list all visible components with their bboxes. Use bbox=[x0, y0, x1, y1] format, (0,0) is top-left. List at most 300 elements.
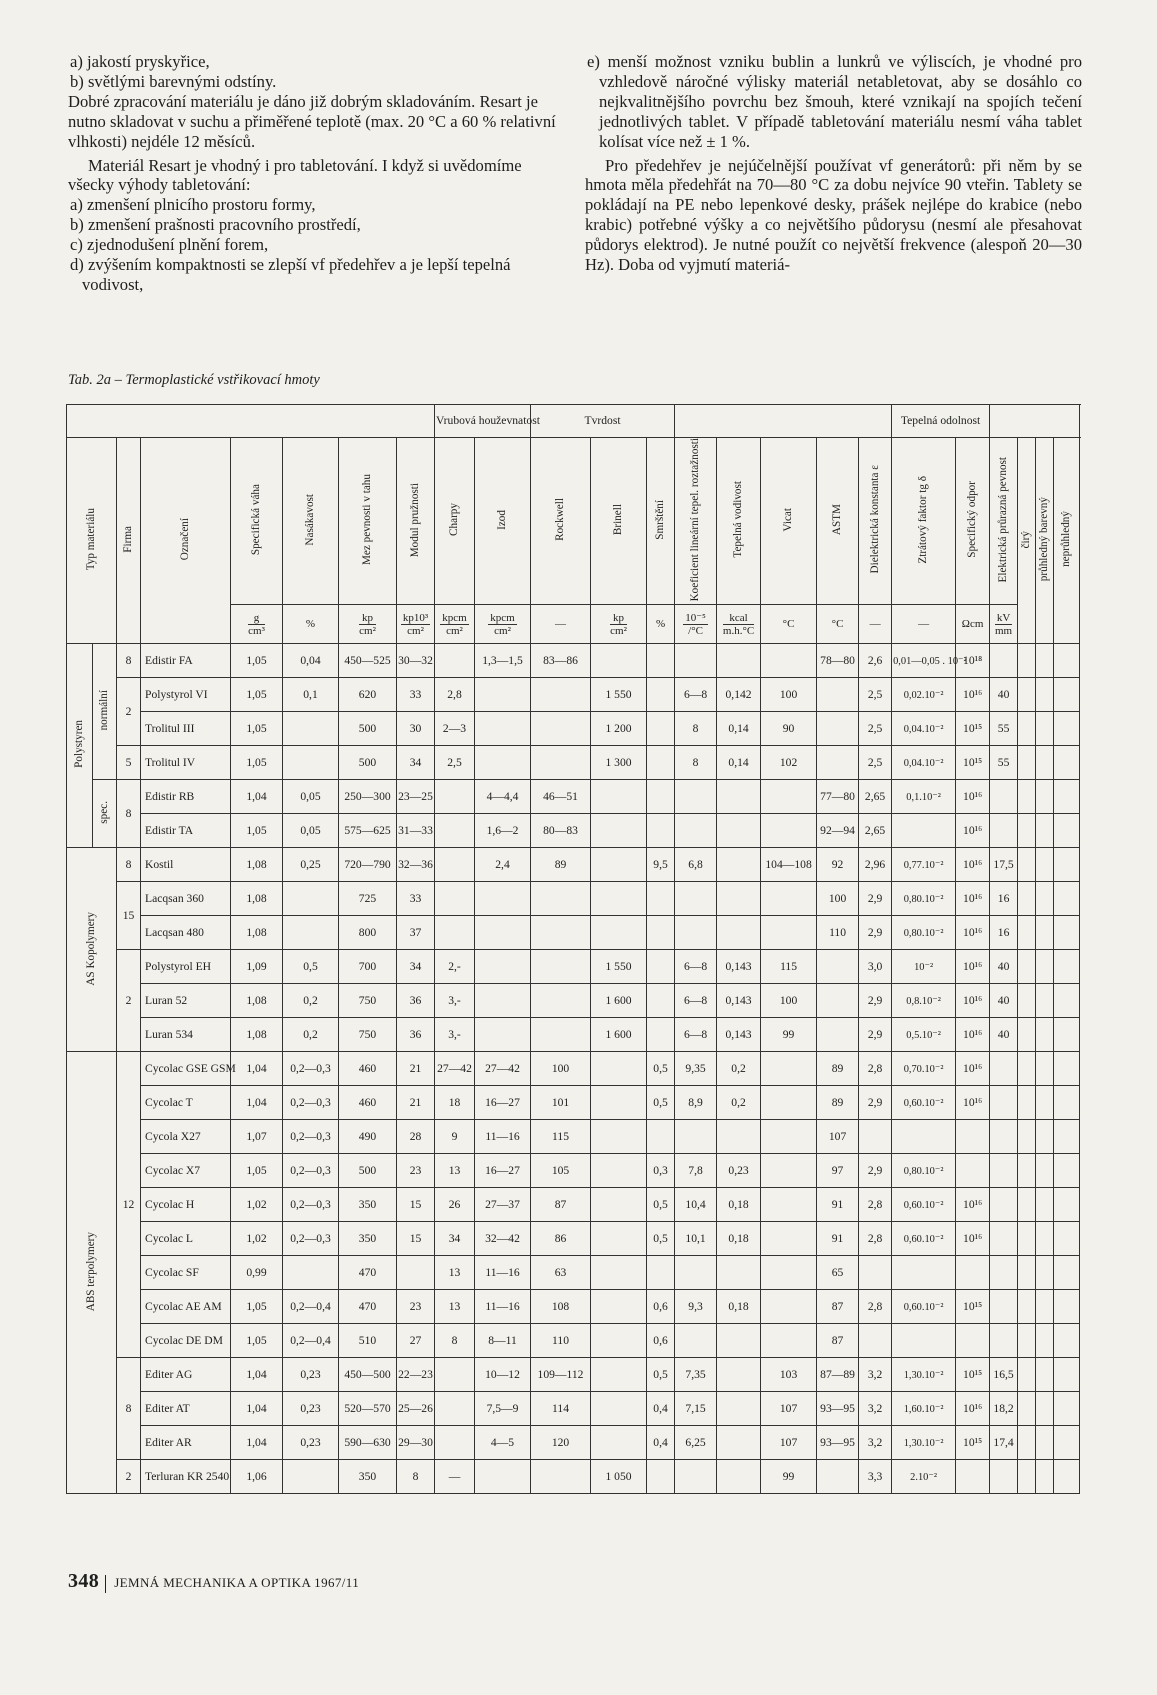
value-cell: 8—11 bbox=[475, 1324, 531, 1358]
header-cell bbox=[675, 438, 717, 605]
value-cell: 89 bbox=[817, 1086, 859, 1120]
properties-table bbox=[66, 404, 1080, 1494]
value-cell: 0,25 bbox=[283, 848, 339, 882]
value-cell: 8 bbox=[675, 712, 717, 746]
value-cell bbox=[859, 1324, 892, 1358]
value-cell bbox=[1036, 882, 1054, 916]
material-name: Luran 52 bbox=[141, 984, 231, 1018]
value-cell bbox=[531, 712, 591, 746]
column-label: Modul pružnosti bbox=[409, 482, 421, 557]
value-cell: 92—94 bbox=[817, 814, 859, 848]
value-cell bbox=[1018, 1120, 1036, 1154]
value-cell: 620 bbox=[339, 678, 397, 712]
unit-cell bbox=[435, 605, 475, 644]
value-cell: 13 bbox=[435, 1154, 475, 1188]
material-name: Editer AG bbox=[141, 1358, 231, 1392]
value-cell: 10¹⁶ bbox=[956, 984, 990, 1018]
value-cell bbox=[1036, 780, 1054, 814]
paragraph: b) světlými barevnými odstíny. bbox=[70, 71, 277, 91]
value-cell: 27—42 bbox=[475, 1052, 531, 1086]
value-cell: 0,2—0,3 bbox=[283, 1222, 339, 1256]
value-cell: 0,14 bbox=[717, 712, 761, 746]
value-cell: 7,35 bbox=[675, 1358, 717, 1392]
value-cell bbox=[761, 1324, 817, 1358]
value-cell bbox=[1036, 1052, 1054, 1086]
value-cell bbox=[675, 1324, 717, 1358]
value-cell bbox=[817, 984, 859, 1018]
material-name: Editer AR bbox=[141, 1426, 231, 1460]
column-label: Označení bbox=[179, 518, 191, 561]
value-cell bbox=[990, 1154, 1018, 1188]
value-cell: 34 bbox=[397, 950, 435, 984]
header-group: Tvrdost bbox=[531, 405, 675, 438]
type-cell bbox=[67, 848, 117, 1052]
value-cell bbox=[1036, 950, 1054, 984]
value-cell: 2,9 bbox=[859, 882, 892, 916]
value-cell bbox=[435, 780, 475, 814]
value-cell bbox=[647, 1018, 675, 1052]
value-cell: 350 bbox=[339, 1222, 397, 1256]
material-name: Terluran KR 2540 bbox=[141, 1460, 231, 1494]
value-cell bbox=[647, 1460, 675, 1494]
value-cell: 1 600 bbox=[591, 1018, 647, 1052]
value-cell: 8 bbox=[435, 1324, 475, 1358]
value-cell bbox=[1018, 1256, 1036, 1290]
value-cell bbox=[1054, 1358, 1080, 1392]
value-cell: 3,3 bbox=[859, 1460, 892, 1494]
value-cell bbox=[817, 1018, 859, 1052]
value-cell: 0,05 bbox=[283, 780, 339, 814]
unit-num: 10⁻⁵ bbox=[685, 611, 706, 624]
value-cell: 91 bbox=[817, 1222, 859, 1256]
value-cell: 100 bbox=[531, 1052, 591, 1086]
value-cell bbox=[1054, 746, 1080, 780]
table-row bbox=[67, 1256, 1080, 1290]
value-cell: 0,5 bbox=[647, 1086, 675, 1120]
value-cell: 1,05 bbox=[231, 814, 283, 848]
firm-cell: 2 bbox=[117, 1460, 141, 1494]
value-cell: 23 bbox=[397, 1290, 435, 1324]
value-cell bbox=[591, 1392, 647, 1426]
value-cell bbox=[1018, 780, 1036, 814]
value-cell: 6,8 bbox=[675, 848, 717, 882]
material-name: Lacqsan 480 bbox=[141, 916, 231, 950]
value-cell: 78—80 bbox=[817, 644, 859, 678]
value-cell bbox=[1036, 1018, 1054, 1052]
unit-num: kp10³ bbox=[402, 611, 429, 624]
value-cell: 2,96 bbox=[859, 848, 892, 882]
unit-fraction bbox=[359, 612, 376, 637]
value-cell: 0,04.10⁻² bbox=[892, 712, 956, 746]
table-row bbox=[67, 746, 1080, 780]
value-cell: 107 bbox=[817, 1120, 859, 1154]
value-cell bbox=[1036, 644, 1054, 678]
table-row bbox=[67, 1222, 1080, 1256]
value-cell: 2,9 bbox=[859, 1086, 892, 1120]
paragraph: d) zvýšením kompaktnosti se zlepší vf předehřev a je lepší tepelná vodivost, bbox=[70, 255, 511, 294]
value-cell: 0,60.10⁻² bbox=[892, 1290, 956, 1324]
value-cell: 114 bbox=[531, 1392, 591, 1426]
value-cell bbox=[717, 814, 761, 848]
value-cell: 0,2—0,4 bbox=[283, 1324, 339, 1358]
value-cell bbox=[675, 916, 717, 950]
header-cell bbox=[339, 438, 397, 605]
value-cell: 26 bbox=[435, 1188, 475, 1222]
value-cell: 0,14 bbox=[717, 746, 761, 780]
type-label: Polystyren bbox=[73, 720, 85, 769]
value-cell: 104—108 bbox=[761, 848, 817, 882]
value-cell bbox=[817, 712, 859, 746]
value-cell: 93—95 bbox=[817, 1392, 859, 1426]
value-cell: 10,1 bbox=[675, 1222, 717, 1256]
table-row bbox=[67, 882, 1080, 916]
value-cell: 86 bbox=[531, 1222, 591, 1256]
value-cell bbox=[1036, 814, 1054, 848]
paragraph: a) jakostí pryskyřice, bbox=[70, 52, 210, 71]
value-cell: 2,9 bbox=[859, 984, 892, 1018]
unit-fraction bbox=[683, 612, 708, 637]
value-cell bbox=[647, 678, 675, 712]
value-cell bbox=[1054, 780, 1080, 814]
value-cell: 0,60.10⁻² bbox=[892, 1188, 956, 1222]
value-cell: 1,08 bbox=[231, 916, 283, 950]
unit-text: % bbox=[305, 618, 316, 631]
header-cell bbox=[117, 438, 141, 644]
value-cell: 450—525 bbox=[339, 644, 397, 678]
value-cell bbox=[475, 712, 531, 746]
material-name: Trolitul IV bbox=[141, 746, 231, 780]
unit-cell bbox=[339, 605, 397, 644]
value-cell bbox=[1018, 644, 1036, 678]
value-cell bbox=[647, 950, 675, 984]
value-cell: 6,25 bbox=[675, 1426, 717, 1460]
value-cell: 11—16 bbox=[475, 1256, 531, 1290]
value-cell bbox=[761, 1290, 817, 1324]
value-cell bbox=[1054, 916, 1080, 950]
value-cell bbox=[591, 848, 647, 882]
unit-text: — bbox=[918, 618, 930, 631]
value-cell bbox=[1054, 1222, 1080, 1256]
column-label: Ztrátový faktor tg δ bbox=[917, 475, 930, 564]
value-cell: 40 bbox=[990, 950, 1018, 984]
value-cell: 0,23 bbox=[283, 1426, 339, 1460]
value-cell: 725 bbox=[339, 882, 397, 916]
value-cell: 10¹⁶ bbox=[956, 1086, 990, 1120]
value-cell: 31—33 bbox=[397, 814, 435, 848]
value-cell bbox=[1054, 1120, 1080, 1154]
unit-fraction bbox=[610, 612, 627, 637]
material-name: Cycola X27 bbox=[141, 1120, 231, 1154]
value-cell bbox=[1054, 678, 1080, 712]
value-cell: 7,5—9 bbox=[475, 1392, 531, 1426]
value-cell: 9,5 bbox=[647, 848, 675, 882]
header-group: Tepelná odolnost bbox=[892, 405, 990, 438]
table-row bbox=[67, 1392, 1080, 1426]
value-cell: 32—36 bbox=[397, 848, 435, 882]
value-cell: 16—27 bbox=[475, 1154, 531, 1188]
value-cell: 6—8 bbox=[675, 1018, 717, 1052]
value-cell: 2,9 bbox=[859, 1018, 892, 1052]
value-cell: 0,70.10⁻² bbox=[892, 1052, 956, 1086]
value-cell bbox=[892, 1324, 956, 1358]
value-cell bbox=[1054, 848, 1080, 882]
value-cell: 10¹⁶ bbox=[956, 1188, 990, 1222]
column-label: Smrštění bbox=[654, 499, 667, 540]
value-cell bbox=[1018, 1086, 1036, 1120]
value-cell bbox=[475, 1460, 531, 1494]
value-cell bbox=[1054, 1324, 1080, 1358]
value-cell: 2,- bbox=[435, 950, 475, 984]
table-caption: Tab. 2a – Termoplastické vstřikovací hmoty bbox=[68, 372, 320, 388]
value-cell: 33 bbox=[397, 678, 435, 712]
value-cell: 1 200 bbox=[591, 712, 647, 746]
value-cell bbox=[397, 1256, 435, 1290]
value-cell: 3,0 bbox=[859, 950, 892, 984]
unit-den: cm² bbox=[610, 624, 627, 637]
material-name: Lacqsan 360 bbox=[141, 882, 231, 916]
value-cell: 1,04 bbox=[231, 1052, 283, 1086]
value-cell: 0,18 bbox=[717, 1188, 761, 1222]
value-cell: 100 bbox=[761, 984, 817, 1018]
value-cell bbox=[1054, 1154, 1080, 1188]
value-cell: — bbox=[435, 1460, 475, 1494]
unit-text: % bbox=[655, 618, 666, 631]
value-cell bbox=[675, 644, 717, 678]
value-cell: 1,07 bbox=[231, 1120, 283, 1154]
value-cell: 10¹⁸ bbox=[956, 644, 990, 678]
value-cell: 9 bbox=[435, 1120, 475, 1154]
value-cell bbox=[647, 644, 675, 678]
value-cell bbox=[475, 1018, 531, 1052]
value-cell bbox=[435, 1426, 475, 1460]
value-cell: 16,5 bbox=[990, 1358, 1018, 1392]
value-cell bbox=[591, 1222, 647, 1256]
page-number: 348 bbox=[68, 1570, 100, 1592]
unit-cell bbox=[475, 605, 531, 644]
value-cell: 21 bbox=[397, 1086, 435, 1120]
value-cell: 0,02.10⁻² bbox=[892, 678, 956, 712]
value-cell: 0,1.10⁻² bbox=[892, 780, 956, 814]
value-cell: 490 bbox=[339, 1120, 397, 1154]
column-label: neprůhledný bbox=[1060, 511, 1073, 568]
value-cell bbox=[1018, 814, 1036, 848]
value-cell: 2,9 bbox=[859, 916, 892, 950]
value-cell: 13 bbox=[435, 1290, 475, 1324]
value-cell bbox=[591, 1324, 647, 1358]
unit-fraction bbox=[401, 612, 430, 637]
value-cell: 1,04 bbox=[231, 1392, 283, 1426]
value-cell: 18 bbox=[435, 1086, 475, 1120]
value-cell: 10¹⁶ bbox=[956, 916, 990, 950]
type-cell bbox=[67, 644, 93, 848]
value-cell: 1,09 bbox=[231, 950, 283, 984]
value-cell bbox=[283, 916, 339, 950]
value-cell bbox=[1054, 950, 1080, 984]
header-cell bbox=[956, 438, 990, 605]
material-name: Luran 534 bbox=[141, 1018, 231, 1052]
journal-name: JEMNÁ MECHANIKA A OPTIKA 1967/11 bbox=[114, 1575, 360, 1590]
value-cell: 0,6 bbox=[647, 1324, 675, 1358]
value-cell bbox=[475, 950, 531, 984]
unit-fraction bbox=[440, 612, 468, 637]
value-cell bbox=[1018, 1324, 1036, 1358]
value-cell bbox=[1018, 1290, 1036, 1324]
value-cell: 10¹⁶ bbox=[956, 1018, 990, 1052]
column-label: Brinell bbox=[612, 504, 625, 536]
value-cell bbox=[591, 882, 647, 916]
value-cell: 1,08 bbox=[231, 984, 283, 1018]
unit-cell bbox=[859, 605, 892, 644]
value-cell: 2,8 bbox=[859, 1222, 892, 1256]
value-cell bbox=[859, 1120, 892, 1154]
table-row bbox=[67, 814, 1080, 848]
table-row bbox=[67, 780, 1080, 814]
value-cell: 10¹⁶ bbox=[956, 814, 990, 848]
firm-cell: 2 bbox=[117, 678, 141, 746]
value-cell bbox=[717, 882, 761, 916]
value-cell bbox=[1054, 1086, 1080, 1120]
value-cell: 99 bbox=[761, 1018, 817, 1052]
value-cell bbox=[990, 1052, 1018, 1086]
unit-cell bbox=[283, 605, 339, 644]
column-label: Rockwell bbox=[554, 498, 567, 542]
value-cell bbox=[990, 1086, 1018, 1120]
header-cell bbox=[231, 438, 283, 605]
value-cell: 23—25 bbox=[397, 780, 435, 814]
value-cell: 40 bbox=[990, 984, 1018, 1018]
value-cell: 34 bbox=[397, 746, 435, 780]
value-cell bbox=[675, 780, 717, 814]
value-cell bbox=[531, 1460, 591, 1494]
material-name: Kostil bbox=[141, 848, 231, 882]
value-cell bbox=[990, 1290, 1018, 1324]
unit-text: — bbox=[555, 618, 567, 631]
value-cell: 2,8 bbox=[859, 1188, 892, 1222]
header-cell bbox=[859, 438, 892, 605]
value-cell bbox=[892, 1120, 956, 1154]
value-cell bbox=[1036, 1358, 1054, 1392]
value-cell: 800 bbox=[339, 916, 397, 950]
type-cell bbox=[67, 1052, 117, 1494]
table-row bbox=[67, 1154, 1080, 1188]
value-cell: 1,06 bbox=[231, 1460, 283, 1494]
footer-separator bbox=[105, 1575, 106, 1593]
value-cell: 1,05 bbox=[231, 678, 283, 712]
value-cell: 3,2 bbox=[859, 1392, 892, 1426]
value-cell bbox=[531, 916, 591, 950]
value-cell bbox=[1036, 678, 1054, 712]
unit-num: kV bbox=[996, 611, 1011, 624]
value-cell bbox=[892, 814, 956, 848]
value-cell: 510 bbox=[339, 1324, 397, 1358]
header-cell bbox=[1054, 438, 1080, 644]
value-cell: 10,4 bbox=[675, 1188, 717, 1222]
value-cell: 27 bbox=[397, 1324, 435, 1358]
header-group: Vrubová houževnatost bbox=[435, 405, 531, 438]
value-cell: 10¹⁶ bbox=[956, 780, 990, 814]
value-cell: 30—32 bbox=[397, 644, 435, 678]
table-row bbox=[67, 1052, 1080, 1086]
value-cell: 7,8 bbox=[675, 1154, 717, 1188]
material-name: Editer AT bbox=[141, 1392, 231, 1426]
type-label: AS Kopolymery bbox=[85, 911, 97, 986]
column-label: Specifický odpor bbox=[966, 481, 979, 559]
subtype-label: spec. bbox=[98, 801, 110, 824]
value-cell: 65 bbox=[817, 1256, 859, 1290]
value-cell: 1 600 bbox=[591, 984, 647, 1018]
value-cell: 15 bbox=[397, 1222, 435, 1256]
table-row bbox=[67, 1324, 1080, 1358]
value-cell bbox=[1018, 1018, 1036, 1052]
value-cell: 107 bbox=[761, 1392, 817, 1426]
value-cell bbox=[675, 1120, 717, 1154]
value-cell bbox=[1018, 678, 1036, 712]
value-cell: 0,5 bbox=[647, 1222, 675, 1256]
value-cell bbox=[1054, 644, 1080, 678]
value-cell bbox=[531, 678, 591, 712]
value-cell bbox=[475, 882, 531, 916]
column-label: Charpy bbox=[448, 503, 460, 537]
subtype-label: normální bbox=[98, 690, 110, 731]
value-cell: 1,08 bbox=[231, 882, 283, 916]
value-cell bbox=[956, 1324, 990, 1358]
unit-num: kcal bbox=[723, 612, 754, 625]
value-cell: 11—16 bbox=[475, 1120, 531, 1154]
value-cell: 1,04 bbox=[231, 1086, 283, 1120]
unit-text: Ωcm bbox=[961, 618, 984, 631]
value-cell: 16 bbox=[990, 916, 1018, 950]
value-cell bbox=[1036, 712, 1054, 746]
table-row bbox=[67, 1358, 1080, 1392]
paragraph: Pro předehřev je nejúčelnější používat vf generátorů: při něm by se hmota měla předehřát na 70—80 °C za dobu nejvíce 90 vteřin. Tablety se pokládají na PE nebo lepenkové desky, prášek nejlépe do krabice (nebo krabic) potřebné výšky a co největšího půdorysu (nesmí ale přesahovat půdorys elektrod). Je nutné použít co největší frekvence (alespoň 20—30 Hz). Doba od vyjmutí materiá- bbox=[585, 155, 1082, 275]
column-label: Nasákavost bbox=[304, 493, 316, 546]
value-cell: 100 bbox=[761, 678, 817, 712]
value-cell: 0,2—0,3 bbox=[283, 1052, 339, 1086]
value-cell bbox=[591, 1052, 647, 1086]
value-cell: 0,2—0,3 bbox=[283, 1188, 339, 1222]
value-cell: 25—26 bbox=[397, 1392, 435, 1426]
value-cell: 1 550 bbox=[591, 950, 647, 984]
value-cell: 108 bbox=[531, 1290, 591, 1324]
value-cell bbox=[990, 780, 1018, 814]
unit-cell bbox=[647, 605, 675, 644]
value-cell bbox=[283, 1460, 339, 1494]
value-cell: 520—570 bbox=[339, 1392, 397, 1426]
value-cell bbox=[647, 916, 675, 950]
value-cell: 40 bbox=[990, 678, 1018, 712]
header-cell bbox=[761, 438, 817, 605]
header-cell bbox=[1036, 438, 1054, 644]
value-cell: 4—4,4 bbox=[475, 780, 531, 814]
value-cell: 8 bbox=[675, 746, 717, 780]
value-cell bbox=[761, 814, 817, 848]
unit-cell bbox=[990, 605, 1018, 644]
value-cell bbox=[990, 1324, 1018, 1358]
table-row bbox=[67, 1018, 1080, 1052]
value-cell: 10¹⁵ bbox=[956, 1426, 990, 1460]
value-cell bbox=[990, 1222, 1018, 1256]
value-cell bbox=[761, 1188, 817, 1222]
column-label: Koeficient lineární tepel. roztažnosti bbox=[689, 438, 702, 602]
value-cell bbox=[1036, 746, 1054, 780]
table-row bbox=[67, 984, 1080, 1018]
value-cell bbox=[761, 780, 817, 814]
unit-cell bbox=[231, 605, 283, 644]
value-cell: 0,2—0,3 bbox=[283, 1120, 339, 1154]
material-name: Cycolac L bbox=[141, 1222, 231, 1256]
value-cell bbox=[1036, 1086, 1054, 1120]
value-cell: 17,5 bbox=[990, 848, 1018, 882]
